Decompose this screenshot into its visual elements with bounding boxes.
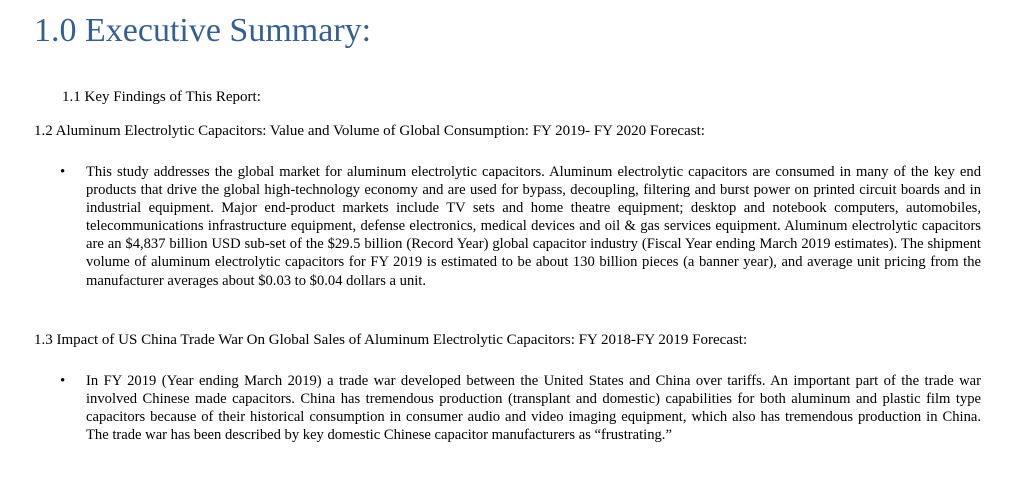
bullet-paragraph: In FY 2019 (Year ending March 2019) a trade war developed between the United States and China over tariffs. An important part of the trade war involved Chinese made capacitors. China has tremendous production (transplant and domestic) capabilities for both aluminum and plastic film type capacitors because of their historical consumption in consumer audio and video imaging equipment, which also has tremendous production in China. The trade war has been described by key domestic Chinese capacitor manufacturers as “frustrating.”	[86, 373, 981, 444]
section-1-2-heading: 1.2 Aluminum Electrolytic Capacitors: Value and Volume of Global Consumption: FY 2019- FY 2020 Forecast:	[34, 123, 705, 139]
bullet-item-trade-war	[34, 372, 981, 444]
section-1-3-heading: 1.3 Impact of US China Trade War On Global Sales of Aluminum Electrolytic Capacitors: FY 2018-FY 2019 Forecast:	[34, 332, 748, 348]
bullet-dot-icon: •	[60, 373, 66, 389]
bullet-dot-icon: •	[60, 164, 66, 180]
bullet-paragraph: This study addresses the global market for aluminum electrolytic capacitors. Aluminum electrolytic capacitors are consumed in many of the key end products that drive the global high-technology economy and are used for bypass, decoupling, filtering and burst power on printed circuit boards and in industrial equipment. Major end-product markets include TV sets and home theatre equipment; desktop and notebook computers, automobiles, telecommunications infrastructure equipment, defense electronics, medical devices and oil & gas services equipment. Aluminum electrolytic capacitors are an $4,837 billion USD sub-set of the $29.5 billion (Record Year) global capacitor industry (Fiscal Year ending March 2019 estimates). The shipment volume of aluminum electrolytic capacitors for FY 2019 is estimated to be about 130 billion pieces (a banner year), and average unit pricing from the manufacturer averages about $0.03 to $0.04 dollars a unit.	[86, 164, 981, 289]
bullet-item-global-market	[34, 163, 981, 290]
executive-summary-heading: 1.0 Executive Summary:	[34, 12, 372, 49]
section-1-1-heading: 1.1 Key Findings of This Report:	[62, 89, 261, 105]
